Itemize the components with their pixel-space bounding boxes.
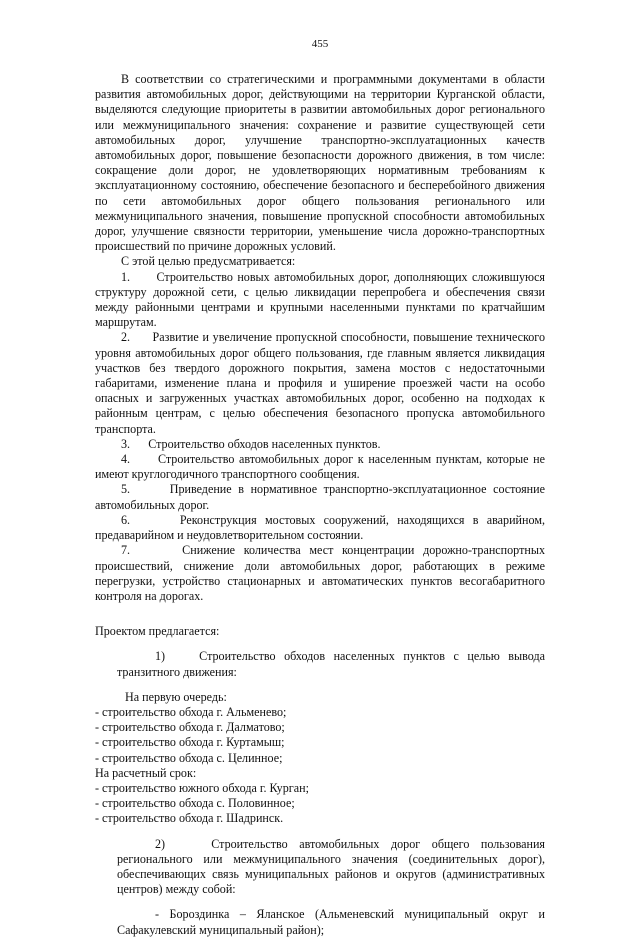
list-item-6: 6. Реконструкция мостовых сооружений, находящихся в аварийном, предаварийном и неудовлетворительном состоянии. — [95, 512, 545, 543]
list-item-3: 3. Строительство обходов населенных пунктов. — [121, 436, 381, 451]
page-number: 455 — [311, 38, 329, 50]
project-item-1: 1) Строительство обходов населенных пунктов с целью вывода транзитного движения: — [117, 649, 545, 679]
first-queue-item: - строительство обхода с. Целинное; — [95, 750, 283, 765]
estimated-term-item: - строительство обхода с. Половинное; — [95, 796, 295, 811]
list-item-5: 5. Приведение в нормативное транспортно-эксплуатационное состояние автомобильных дорог. — [95, 482, 545, 512]
purpose-paragraph: С этой целью предусматривается: — [121, 254, 296, 269]
project-item-2: 2) Строительство автомобильных дорог общего пользования регионального или межмуниципального значения (соединительных дорог), обеспечивающих связь муниципальных районов и округов (административных центров) между собой: — [117, 836, 545, 897]
list-item-2: 2. Развитие и увеличение пропускной способности, повышение технического уровня автомобильных дорог общего пользования, где главным является ликвидация участков без твердого дорожного покрытия, замена мостов с недостаточными габаритами, изменение плана и профиля и уширение проезжей части на особо опасных и загруженных участках автомобильных дорог, особенно на подходах к районным центрам, с целью обеспечения безопасного пропуска автомобильного транспорта. — [95, 330, 545, 436]
project-intro: Проектом предлагается: — [95, 624, 220, 639]
first-queue-item: - строительство обхода г. Далматово; — [95, 720, 285, 735]
estimated-term-item: - строительство южного обхода г. Курган; — [95, 780, 309, 795]
list-item-1: 1. Строительство новых автомобильных дорог, дополняющих сложившуюся структуру дорожной сети, с целью ликвидации перепробега и обеспечения связи между районными центрами и крупными населенными пунктами по кратчайшим маршрутам. — [95, 269, 545, 330]
first-queue-heading: На первую очередь: — [125, 689, 227, 704]
estimated-term-heading: На расчетный срок: — [95, 765, 197, 780]
intro-paragraph: В соответствии со стратегическими и программными документами в области развития автомобильных дорог, действующими на территории Курганской области, выделяются следующие приоритеты в развитии автомобильных дорог регионального или межмуниципального значения: сохранение и развитие существующей сети автомобильных дорог, улучшение транспортно-эксплуатационных качеств автомобильных дорог, повышение безопасности дорожного движения, в том числе: сокращение доли дорог, не удовлетворяющих нормативным требованиям к эксплуатационному состоянию, обеспечение безопасного и бесперебойного движения по сети автомобильных дорог общего пользования регионального или межмуниципального значения, повышение пропускной способности автомобильных дорог, улучшение связности территории, уменьшение числа дорожно-транспортных происшествий по причине дорожных условий. — [95, 72, 545, 254]
road-item: - Бороздинка – Яланское (Альменевский муниципальный округ и Сафакулевский муниципальный район); — [117, 907, 545, 937]
first-queue-item: - строительство обхода г. Куртамыш; — [95, 735, 285, 750]
first-queue-item: - строительство обхода г. Альменево; — [95, 704, 287, 719]
list-item-7: 7. Снижение количества мест концентрации дорожно-транспортных происшествий, снижение доли автомобильных дорог, работающих в режиме перегрузки, устройство стационарных и автоматических пунктов весогабаритного контроля на дорогах. — [95, 543, 545, 603]
estimated-term-item: - строительство обхода г. Шадринск. — [95, 811, 284, 826]
list-item-4: 4. Строительство автомобильных дорог к населенным пунктам, которые не имеют круглогодичного транспортного сообщения. — [95, 452, 545, 482]
document-body — [95, 72, 545, 938]
